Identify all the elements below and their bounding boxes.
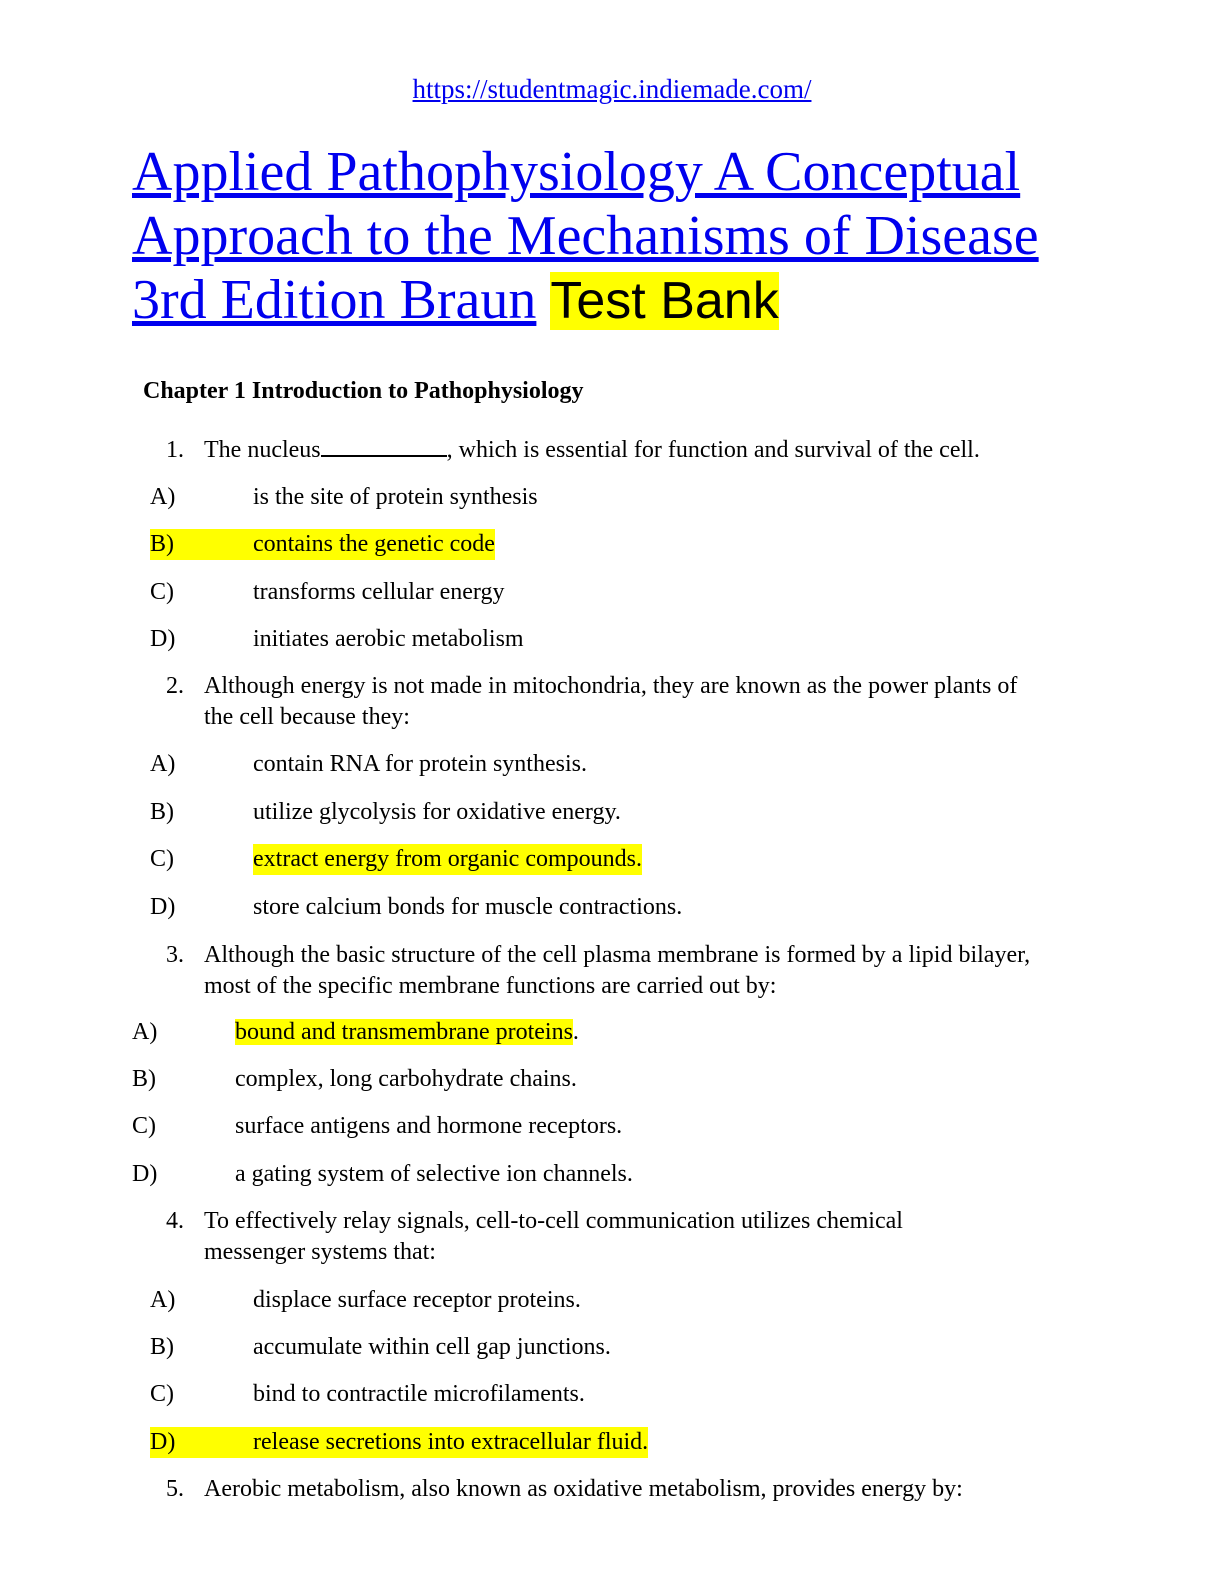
title-line-2[interactable]: Approach to the Mechanisms of Disease: [132, 205, 1039, 267]
option-letter: A): [150, 484, 176, 510]
option-letter: D): [150, 1427, 265, 1458]
title-line-3: [132, 268, 1132, 333]
option-letter: C): [150, 579, 174, 605]
answer-blank: [321, 435, 447, 457]
option-letter: D): [150, 626, 176, 652]
option-letter: C): [150, 1381, 174, 1407]
option-letter: D): [132, 1161, 158, 1187]
option-letter: B): [150, 799, 174, 825]
question-text: [204, 435, 1066, 466]
option-letter: A): [132, 1019, 158, 1045]
option-text: bind to contractile microfilaments.: [253, 1381, 585, 1407]
option-text: a gating system of selective ion channels.: [235, 1161, 633, 1187]
source-url-link[interactable]: https://studentmagic.indiemade.com/: [412, 74, 812, 104]
question-1: [166, 435, 1066, 466]
option-text: utilize glycolysis for oxidative energy.: [253, 799, 621, 825]
option-letter: A): [150, 751, 176, 777]
option-letter: C): [150, 846, 174, 872]
option-letter: D): [150, 894, 176, 920]
option-text: initiates aerobic metabolism: [253, 626, 524, 652]
option-text: surface antigens and hormone receptors.: [235, 1113, 623, 1139]
question-number: 3.: [166, 942, 184, 968]
question-number: 4.: [166, 1208, 184, 1234]
option-letter: B): [150, 1334, 174, 1360]
question-text: To effectively relay signals, cell-to-cell communication utilizes chemical messenger systems that:: [204, 1208, 903, 1265]
document-title: [132, 140, 1132, 333]
option-text: is the site of protein synthesis: [253, 484, 538, 510]
option-text: accumulate within cell gap junctions.: [253, 1334, 611, 1360]
option-text-correct: contains the genetic code: [253, 529, 495, 560]
question-number: 5.: [166, 1476, 184, 1502]
option-letter: B): [132, 1066, 156, 1092]
option-text-correct: release secretions into extracellular fluid.: [253, 1427, 648, 1458]
option-letter: B): [150, 529, 264, 560]
question-text-start: The nucleus: [204, 437, 321, 463]
option-letter: A): [150, 1287, 176, 1313]
title-line-1[interactable]: Applied Pathophysiology A Conceptual: [132, 141, 1021, 203]
option-text-correct: bound and transmembrane proteins: [235, 1019, 573, 1045]
source-url: [0, 74, 1224, 105]
question-number: 1.: [166, 437, 184, 463]
test-bank-highlight: Test Bank: [550, 272, 779, 330]
option-text: transforms cellular energy: [253, 579, 505, 605]
option-text-suffix: .: [572, 1019, 579, 1045]
question-3: [166, 940, 1066, 1002]
option-text: displace surface receptor proteins.: [253, 1287, 581, 1313]
title-line-3-link[interactable]: 3rd Edition Braun: [132, 269, 537, 331]
question-5: [166, 1474, 1066, 1505]
option-text: store calcium bonds for muscle contractions.: [253, 894, 683, 920]
option-text-correct: extract energy from organic compounds.: [253, 844, 642, 875]
question-2: [166, 671, 1046, 733]
question-text: Aerobic metabolism, also known as oxidative metabolism, provides energy by:: [204, 1476, 963, 1502]
option-text: complex, long carbohydrate chains.: [235, 1066, 577, 1092]
question-4: [166, 1206, 1006, 1268]
chapter-heading: Chapter 1 Introduction to Pathophysiology: [143, 378, 584, 404]
question-number: 2.: [166, 673, 184, 699]
question-text: Although the basic structure of the cell plasma membrane is formed by a lipid bilayer, most of the specific membrane functions are carried out by:: [204, 942, 1031, 999]
question-text: Although energy is not made in mitochondria, they are known as the power plants of the cell because they:: [204, 673, 1018, 730]
option-text: contain RNA for protein synthesis.: [253, 751, 587, 777]
option-text: [235, 1017, 579, 1048]
option-letter: C): [132, 1113, 156, 1139]
question-text-end: , which is essential for function and survival of the cell.: [446, 437, 980, 463]
